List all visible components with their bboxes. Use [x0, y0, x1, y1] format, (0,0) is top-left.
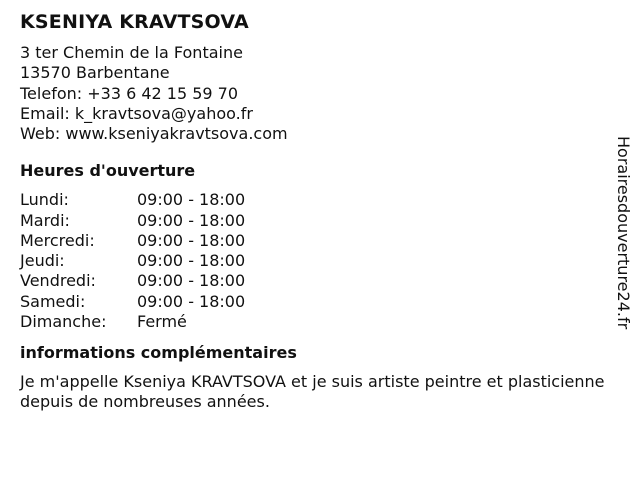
address-street: 3 ter Chemin de la Fontaine	[20, 43, 243, 62]
additional-info-text: Je m'appelle Kseniya KRAVTSOVA et je suis artiste peintre et plasticienne depuis de nombreuses années.	[20, 371, 605, 412]
hours-row	[20, 231, 610, 251]
hours-time: 09:00 - 18:00	[137, 190, 246, 210]
hours-row	[20, 271, 610, 291]
email-line[interactable]: Email: k_kravtsova@yahoo.fr	[20, 103, 253, 123]
contact-block	[20, 43, 610, 144]
hours-row	[20, 190, 610, 210]
hours-day: Lundi:	[20, 190, 69, 210]
address-city: 13570 Barbentane	[20, 63, 170, 83]
hours-day: Mardi:	[20, 210, 70, 230]
business-name: KSENIYA KRAVTSOVA	[20, 11, 249, 33]
business-card	[20, 10, 610, 413]
hours-time: 09:00 - 18:00	[137, 291, 246, 311]
hours-time: 09:00 - 18:00	[137, 210, 246, 230]
hours-time: 09:00 - 18:00	[137, 230, 246, 250]
phone-line[interactable]: Telefon: +33 6 42 15 59 70	[20, 83, 239, 103]
additional-info-title: informations complémentaires	[20, 342, 297, 362]
hours-row	[20, 211, 610, 231]
hours-time: 09:00 - 18:00	[137, 271, 246, 291]
hours-time: 09:00 - 18:00	[137, 251, 246, 271]
hours-day: Dimanche:	[20, 311, 107, 331]
opening-hours-table	[20, 190, 610, 331]
hours-day: Vendredi:	[20, 271, 96, 291]
hours-row	[20, 251, 610, 271]
hours-time: Fermé	[137, 311, 187, 331]
web-line[interactable]: Web: www.kseniyakravtsova.com	[20, 124, 288, 144]
opening-hours-title: Heures d'ouverture	[20, 161, 196, 181]
hours-day: Samedi:	[20, 291, 86, 311]
site-watermark: Horairesdouverture24.fr	[614, 136, 633, 330]
hours-row	[20, 292, 610, 312]
hours-day: Mercredi:	[20, 230, 95, 250]
hours-day: Jeudi:	[20, 251, 65, 271]
hours-row	[20, 312, 610, 332]
